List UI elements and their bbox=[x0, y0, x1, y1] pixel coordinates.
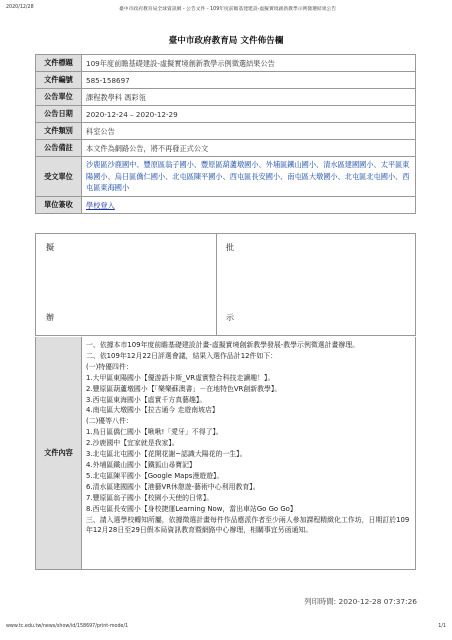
page-title: 臺中市政府教育局 文件佈告欄 bbox=[168, 36, 284, 46]
category-value: 科室公告 bbox=[82, 123, 416, 140]
print-page-title: 臺中市政府教育局全球資訊網 - 公告文件 - 109年度前瞻基建建設-虛擬實境創新教學示例徵選結果公告 bbox=[119, 7, 337, 12]
print-header bbox=[6, 5, 446, 15]
approval-box bbox=[35, 233, 416, 336]
content-line: 2.豐原區葫蘆墩國小【「樂樂蘇澳書」－在地特色VR創新教學】。 bbox=[86, 384, 282, 393]
row-period bbox=[36, 106, 416, 123]
content-line: 三、請入選學校轉知所屬，依據徵選計畫每件作品應派作者至少兩人參加課程精緻化工作坊，日期訂於109年12月28日至29日假本局資訊教育暨網路中心辦理，相關事宜另函通知。 bbox=[86, 515, 410, 535]
content-box bbox=[35, 337, 416, 570]
print-date: 2020/12/28 bbox=[6, 5, 34, 10]
subject-value: 109年度前瞻基礎建設-虛擬實境創新教學示例徵選結果公告 bbox=[82, 55, 416, 72]
footer-url: www.tc.edu.tw/news/show/id/158697/print-mode/1 bbox=[6, 624, 129, 629]
doc-no-value: 585-158697 bbox=[82, 72, 416, 89]
content-line: 3.北屯區北屯國小【花開花謝~認識大陽花的一生】。 bbox=[86, 450, 247, 459]
content-line: (二)優等八件： bbox=[86, 417, 133, 426]
recipients-label: 受文單位 bbox=[36, 157, 82, 197]
content-line: 1.烏日區僑仁國小【啾啾!「愛牙」不得了】。 bbox=[86, 428, 223, 437]
row-unit bbox=[36, 89, 416, 106]
content-line: 8.西屯區長安國小【身校捷運Learning Now，當出車站Go Go Go】 bbox=[86, 504, 297, 513]
content-line: 一、依據本市109年度前瞻基礎建設計畫-虛擬實境創新教學發展-教學示例徵選計畫辦理。 bbox=[86, 341, 360, 349]
content-label: 文件內容 bbox=[36, 337, 82, 569]
row-note bbox=[36, 140, 416, 157]
unit-value: 課程教學科 馮彩瓴 bbox=[82, 89, 416, 106]
content-line: 3.西屯區東海國小【虛實千方真藝趣】。 bbox=[86, 395, 207, 404]
unit-label: 公告單位 bbox=[36, 89, 82, 106]
subject-label: 文件標題 bbox=[36, 55, 82, 72]
content-line: (一)特優四件： bbox=[86, 362, 133, 371]
content-line: 4.外埔區鐵山國小【鐵狐山尋寶記】 bbox=[86, 460, 196, 469]
approval-draft-bottom: 辦 bbox=[46, 313, 54, 322]
document-info-table bbox=[35, 54, 416, 214]
footer-page-number: 1/1 bbox=[438, 624, 446, 629]
category-label: 文件類別 bbox=[36, 123, 82, 140]
period-value: 2020-12-24 – 2020-12-29 bbox=[82, 106, 416, 123]
print-time: 列印時間: 2020-12-28 07:37:26 bbox=[304, 597, 417, 606]
content-text bbox=[86, 340, 411, 536]
reply-label: 單位簽收 bbox=[36, 197, 82, 214]
content-line: 7.豐原區翁子國小【校園小天使的日常】。 bbox=[86, 493, 214, 502]
row-category bbox=[36, 123, 416, 140]
row-doc-no bbox=[36, 72, 416, 89]
row-recipients bbox=[36, 157, 416, 197]
doc-no-label: 文件編號 bbox=[36, 72, 82, 89]
content-line: 4.南屯區大墩國小【拉古通今 走遊南坡店】 bbox=[86, 406, 219, 415]
approval-decision-top: 批 bbox=[226, 243, 234, 252]
row-reply bbox=[36, 197, 416, 214]
note-label: 公告備註 bbox=[36, 140, 82, 157]
period-label: 公告日期 bbox=[36, 106, 82, 123]
reply-cell bbox=[82, 197, 416, 214]
approval-draft-top: 擬 bbox=[46, 243, 54, 252]
content-line: 2.沙鹿國中【宜家就是我家】。 bbox=[86, 439, 179, 448]
school-login-link[interactable]: 學校登入 bbox=[86, 200, 115, 210]
recipients-value: 沙鹿區沙鹿國中、豐原區翁子國小、豐原區葫蘆墩國小、外埔區鐵山國小、清水區建國國小、太平區東陽國小、烏日區僑仁國小、北屯區陳平國小、西屯區長安國小、南屯區大墩國小、北屯區北屯國小、西屯區東海國小 bbox=[82, 157, 416, 197]
approval-decision-bottom: 示 bbox=[226, 313, 234, 322]
content-line: 二、依109年12月22日評選會議，結果入選作品計12件如下： bbox=[86, 351, 278, 360]
content-line: 5.北屯區陳平國小【Google Maps漫遊遊】。 bbox=[86, 471, 224, 480]
content-line: 1.大甲區東陽國小【優游語卡斯_VR虛實整合科技走讀趣！】。 bbox=[86, 373, 275, 382]
content-line: 6.清水區建國國小【港藝VR休憩遊-藝術中心利用教育】。 bbox=[86, 482, 260, 491]
row-subject bbox=[36, 55, 416, 72]
note-value: 本文件為網路公告，將不再發正式公文 bbox=[82, 140, 416, 157]
approval-divider bbox=[216, 234, 217, 335]
